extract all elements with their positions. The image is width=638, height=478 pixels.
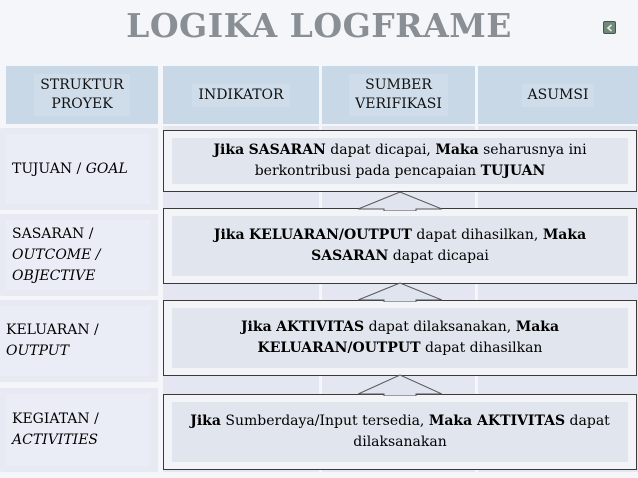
slide-title: LOGIKA LOGFRAME (126, 6, 512, 45)
row-tujuan (0, 128, 158, 210)
box1-keyword-jika: Jika (213, 142, 245, 158)
header-struktur-line2: PROYEK (51, 96, 113, 112)
back-arrow-icon[interactable] (603, 21, 616, 34)
row-tujuan-label: TUJUAN / (12, 160, 86, 177)
box4-keyword-maka-aktivitas: Maka AKTIVITAS (428, 413, 566, 429)
logic-box-kegiatan (163, 394, 637, 470)
box3-text-3: dapat dihasilkan (420, 340, 543, 356)
row-sasaran-line3: OBJECTIVE (12, 267, 96, 284)
logic-box-keluaran (163, 300, 637, 376)
row-keluaran (0, 300, 158, 382)
header-struktur-line1: STRUKTUR (40, 77, 124, 93)
header-struktur-proyek (6, 66, 158, 124)
box3-keyword-jika: Jika (240, 319, 272, 335)
box4-text-2: dapat dilaksanakan (353, 413, 610, 450)
header-sumber-line2: VERIFIKASI (355, 96, 442, 112)
up-arrow-icon (358, 191, 442, 211)
box2-text-3: dapat dicapai (388, 248, 489, 264)
box1-text-2: dapat dicapai, (325, 142, 436, 158)
row-sasaran (0, 214, 158, 296)
logic-box-tujuan (163, 130, 637, 192)
box4-text-1: Sumberdaya/Input tersedia, (220, 413, 429, 429)
row-keluaran-line1: KELUARAN / (6, 322, 99, 338)
row-kegiatan-line1: KEGIATAN / (12, 411, 99, 427)
logic-box-sasaran (163, 208, 637, 284)
header-indikator (163, 66, 319, 124)
header-indikator-label: INDIKATOR (192, 84, 289, 107)
box2-keyword-jika: Jika (213, 227, 245, 243)
box2-keyword-maka-sasaran: Maka SASARAN (311, 227, 587, 264)
row-keluaran-line2: OUTPUT (6, 343, 69, 359)
row-kegiatan-line2: ACTIVITIES (12, 432, 99, 448)
box1-keyword-maka: Maka (435, 142, 479, 158)
box4-keyword-jika: Jika (190, 413, 221, 429)
box3-keyword-aktivitas: AKTIVITAS (276, 319, 365, 335)
header-sumber-verifikasi (322, 66, 475, 124)
header-asumsi-label: ASUMSI (522, 84, 595, 107)
up-arrow-icon (358, 374, 442, 396)
box1-keyword-tujuan: TUJUAN (480, 163, 546, 179)
header-sumber-line1: SUMBER (365, 77, 432, 93)
box1-text-3: seharusnya ini berkontribusi pada pencapaian (254, 142, 587, 179)
up-arrow-icon (358, 282, 442, 302)
row-sasaran-line2: OUTCOME / (12, 246, 101, 263)
box2-text-2: dapat dihasilkan, (411, 227, 543, 243)
box3-keyword-maka-keluaran: Maka KELUARAN/OUTPUT (257, 319, 560, 356)
row-sasaran-line1: SASARAN / (12, 225, 94, 242)
row-kegiatan (0, 388, 158, 472)
header-asumsi (478, 66, 638, 124)
row-tujuan-label-italic: GOAL (85, 160, 128, 177)
box1-keyword-sasaran: SASARAN (248, 142, 326, 158)
box2-keyword-keluaran: KELUARAN/OUTPUT (249, 227, 412, 243)
box3-text-2: dapat dilaksanakan, (364, 319, 516, 335)
